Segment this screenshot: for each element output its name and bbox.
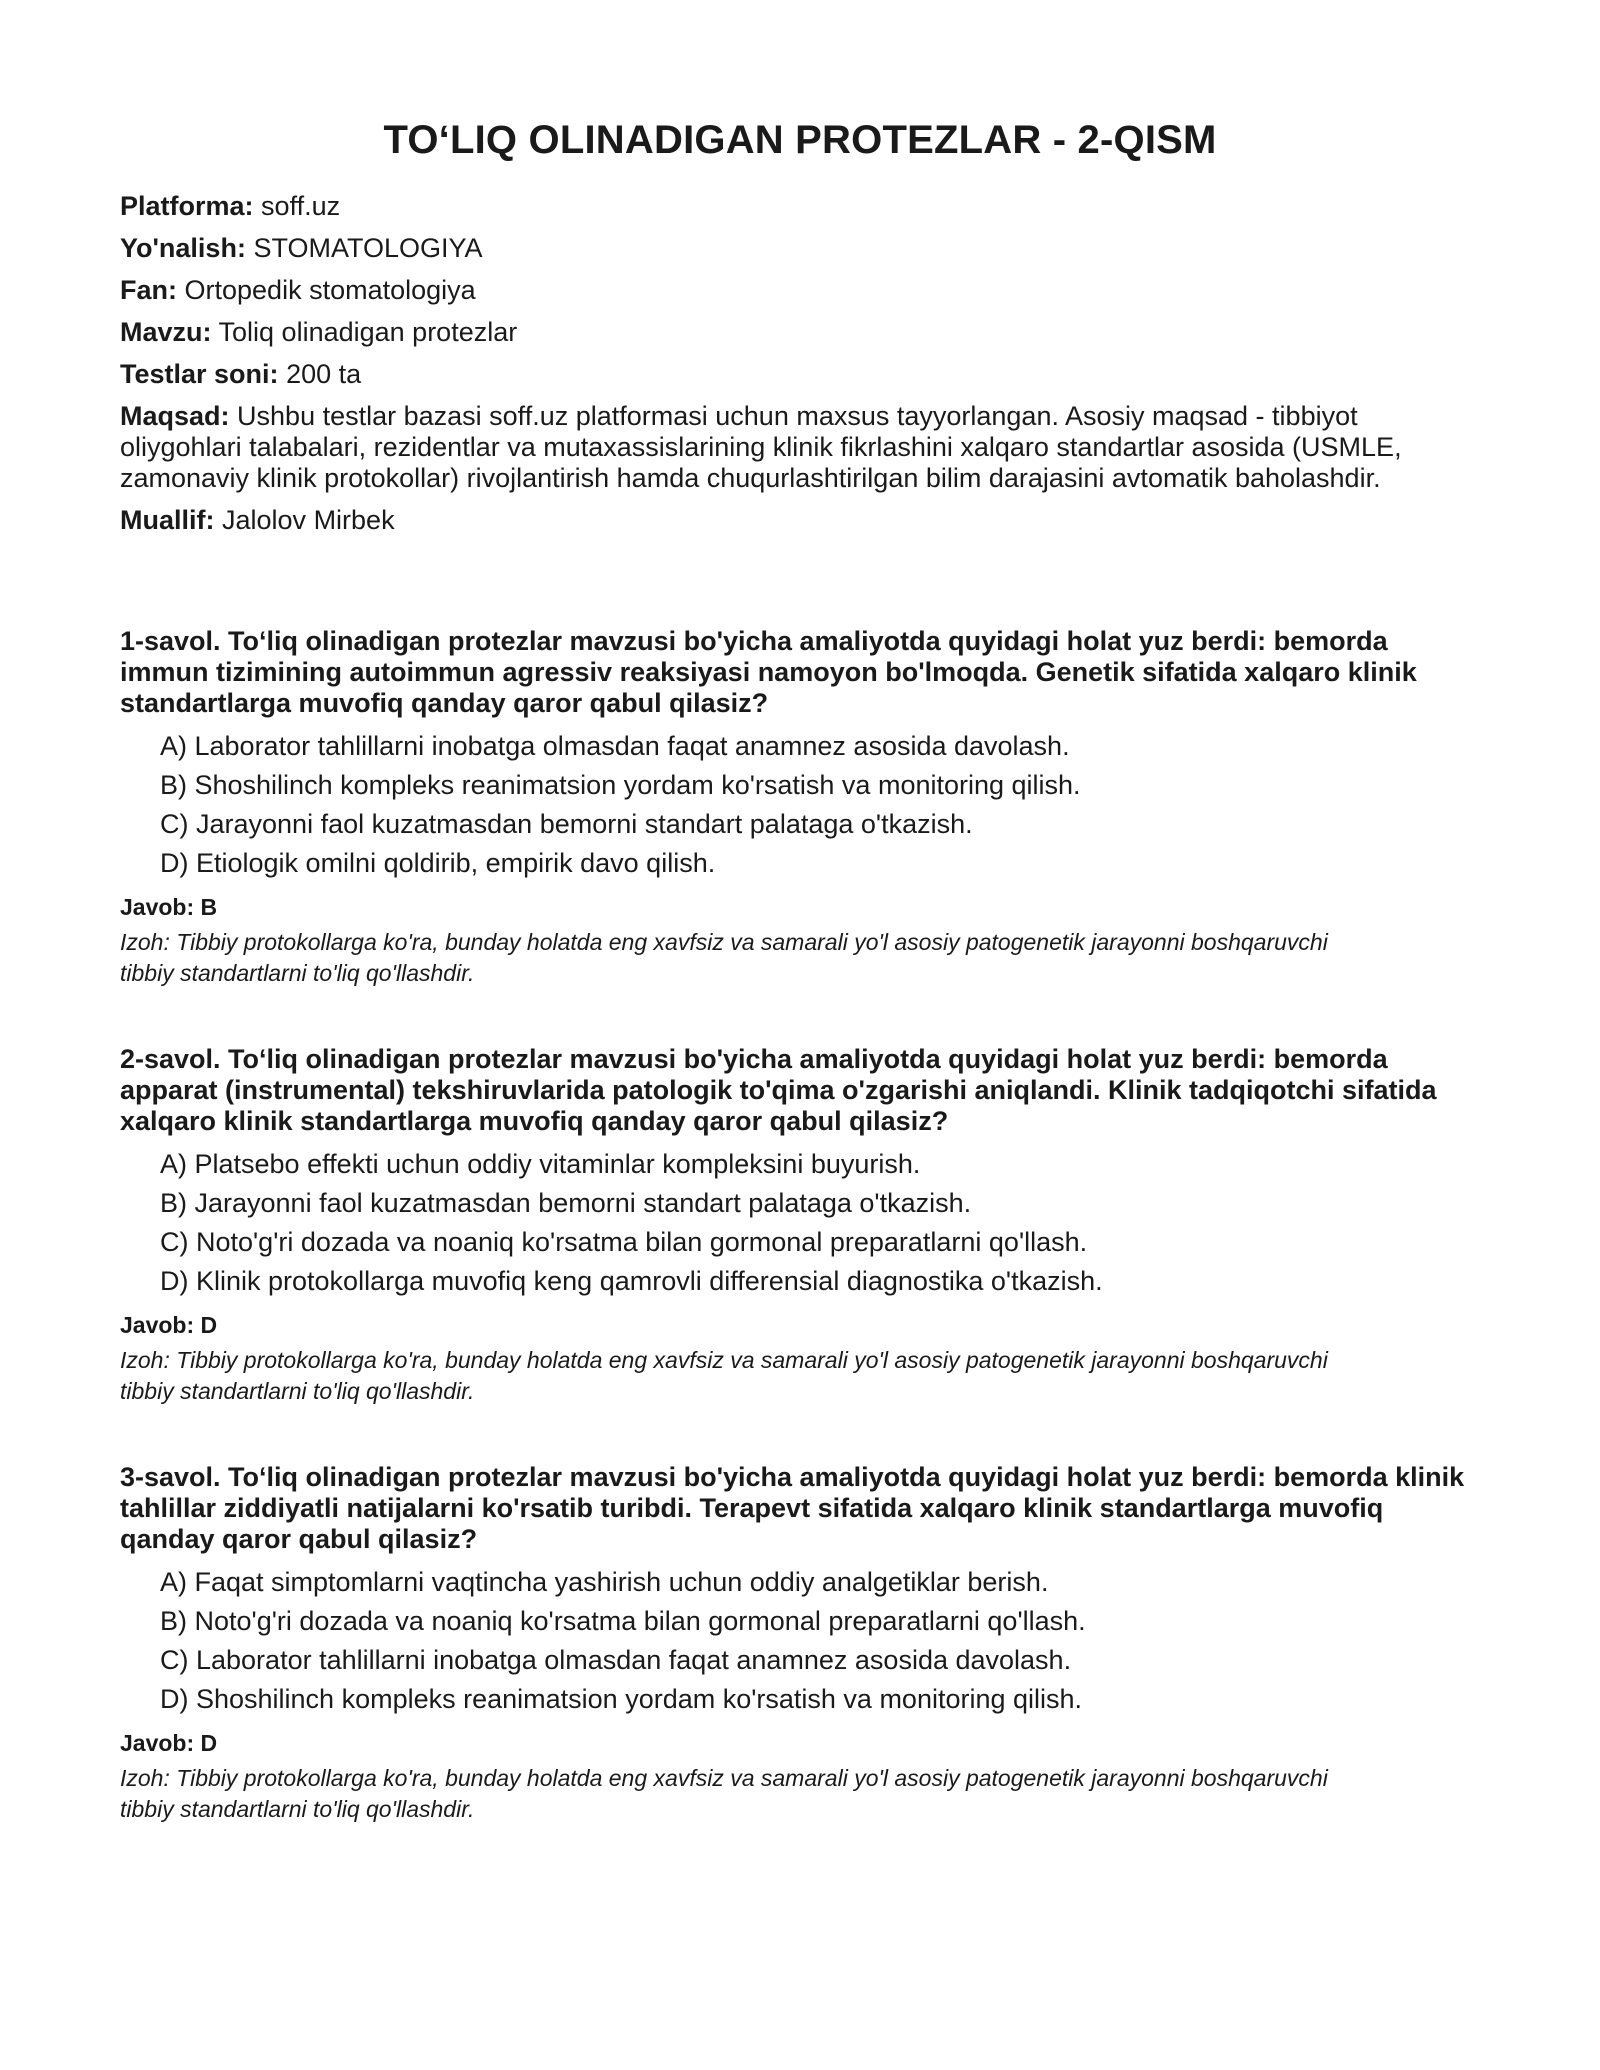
meta-mavzu [120, 317, 1480, 348]
option-c: C) Jarayonni faol kuzatmasdan bemorni standart palataga o'tkazish. [160, 809, 973, 839]
option-c: C) Laborator tahlillarni inobatga olmasdan faqat anamnez asosida davolash. [160, 1645, 1072, 1675]
option-a: A) Faqat simptomlarni vaqtincha yashirish uchun oddiy analgetiklar berish. [160, 1567, 1049, 1597]
question-block [120, 626, 1480, 989]
options-list [120, 731, 1480, 879]
meta-value: Ushbu testlar bazasi soff.uz platformasi uchun maxsus tayyorlangan. Asosiy maqsad - tibbiyot oliygohlari talabalari, rezidentlar va mutaxassislarining klinik fikrlashini xalqaro standartlar asosida (USMLE, zamonaviy klinik protokollar) rivojlantirish hamda chuqurlashtirilgan bilim darajasini avtomatik baholashdir. [120, 401, 1402, 493]
meta-key: Yo'nalish: [120, 233, 246, 263]
option-a: A) Laborator tahlillarni inobatga olmasdan faqat anamnez asosida davolash. [160, 731, 1070, 761]
meta-platforma [120, 191, 1480, 222]
option-d: D) Etiologik omilni qoldirib, empirik davo qilish. [160, 848, 716, 878]
answer-label: Javob: D [120, 1312, 218, 1338]
meta-value: Ortopedik stomatologiya [184, 275, 476, 305]
document-title: TO‘LIQ OLINADIGAN PROTEZLAR - 2-QISM [383, 118, 1217, 162]
meta-key: Mavzu: [120, 317, 212, 347]
question-text: 3-savol. To‘liq olinadigan protezlar mavzusi bo'yicha amaliyotda quyidagi holat yuz berdi: bemorda klinik tahlillar ziddiyatli natijalarni ko'rsatib turibdi. Terapevt sifatida xalqaro klinik standartlarga muvofiq qanday qaror qabul qilasiz? [120, 1462, 1465, 1554]
answer-label: Javob: B [120, 894, 218, 920]
meta-value: soff.uz [261, 191, 341, 221]
question-block [120, 1462, 1480, 1825]
meta-value: Toliq olinadigan protezlar [218, 317, 518, 347]
meta-key: Muallif: [120, 505, 215, 535]
meta-fan [120, 275, 1480, 306]
explanation-text: Izoh: Tibbiy protokollarga ko'ra, bunday holatda eng xavfsiz va samarali yo'l asosiy patogenetik jarayonni boshqaruvchi tibbiy standartlarni to'liq qo'llashdir. [120, 929, 1328, 986]
meta-maqsad [120, 401, 1480, 494]
meta-key: Testlar soni: [120, 359, 279, 389]
option-a: A) Platsebo effekti uchun oddiy vitaminlar kompleksini buyurish. [160, 1149, 921, 1179]
option-b: B) Noto'g'ri dozada va noaniq ko'rsatma bilan gormonal preparatlarni qo'llash. [160, 1606, 1086, 1636]
meta-key: Fan: [120, 275, 177, 305]
options-list [120, 1567, 1480, 1715]
options-list [120, 1149, 1480, 1297]
question-text: 2-savol. To‘liq olinadigan protezlar mavzusi bo'yicha amaliyotda quyidagi holat yuz berdi: bemorda apparat (instrumental) tekshiruvlarida patologik to'qima o'zgarishi aniqlandi. Klinik tadqiqotchi sifatida xalqaro klinik standartlarga muvofiq qanday qaror qabul qilasiz? [120, 1044, 1437, 1136]
metadata-section [120, 191, 1480, 536]
meta-value: STOMATOLOGIYA [253, 233, 483, 263]
meta-muallif [120, 505, 1480, 536]
questions-section [120, 626, 1480, 1825]
explanation-text: Izoh: Tibbiy protokollarga ko'ra, bunday holatda eng xavfsiz va samarali yo'l asosiy patogenetik jarayonni boshqaruvchi tibbiy standartlarni to'liq qo'llashdir. [120, 1765, 1328, 1822]
question-block [120, 1044, 1480, 1407]
option-d: D) Shoshilinch kompleks reanimatsion yordam ko'rsatish va monitoring qilish. [160, 1684, 1083, 1714]
answer-label: Javob: D [120, 1730, 218, 1756]
explanation-text: Izoh: Tibbiy protokollarga ko'ra, bunday holatda eng xavfsiz va samarali yo'l asosiy patogenetik jarayonni boshqaruvchi tibbiy standartlarni to'liq qo'llashdir. [120, 1347, 1328, 1404]
meta-key: Platforma: [120, 191, 254, 221]
option-b: B) Shoshilinch kompleks reanimatsion yordam ko'rsatish va monitoring qilish. [160, 770, 1081, 800]
option-b: B) Jarayonni faol kuzatmasdan bemorni standart palataga o'tkazish. [160, 1188, 972, 1218]
option-d: D) Klinik protokollarga muvofiq keng qamrovli differensial diagnostika o'tkazish. [160, 1266, 1103, 1296]
question-text: 1-savol. To‘liq olinadigan protezlar mavzusi bo'yicha amaliyotda quyidagi holat yuz berdi: bemorda immun tizimining autoimmun agressiv reaksiyasi namoyon bo'lmoqda. Genetik sifatida xalqaro klinik standartlarga muvofiq qanday qaror qabul qilasiz? [120, 626, 1417, 718]
meta-key: Maqsad: [120, 401, 230, 431]
option-c: C) Noto'g'ri dozada va noaniq ko'rsatma bilan gormonal preparatlarni qo'llash. [160, 1227, 1088, 1257]
meta-value: Jalolov Mirbek [222, 505, 395, 535]
meta-yonalish [120, 233, 1480, 264]
meta-testlar-soni [120, 359, 1480, 390]
meta-value: 200 ta [286, 359, 362, 389]
